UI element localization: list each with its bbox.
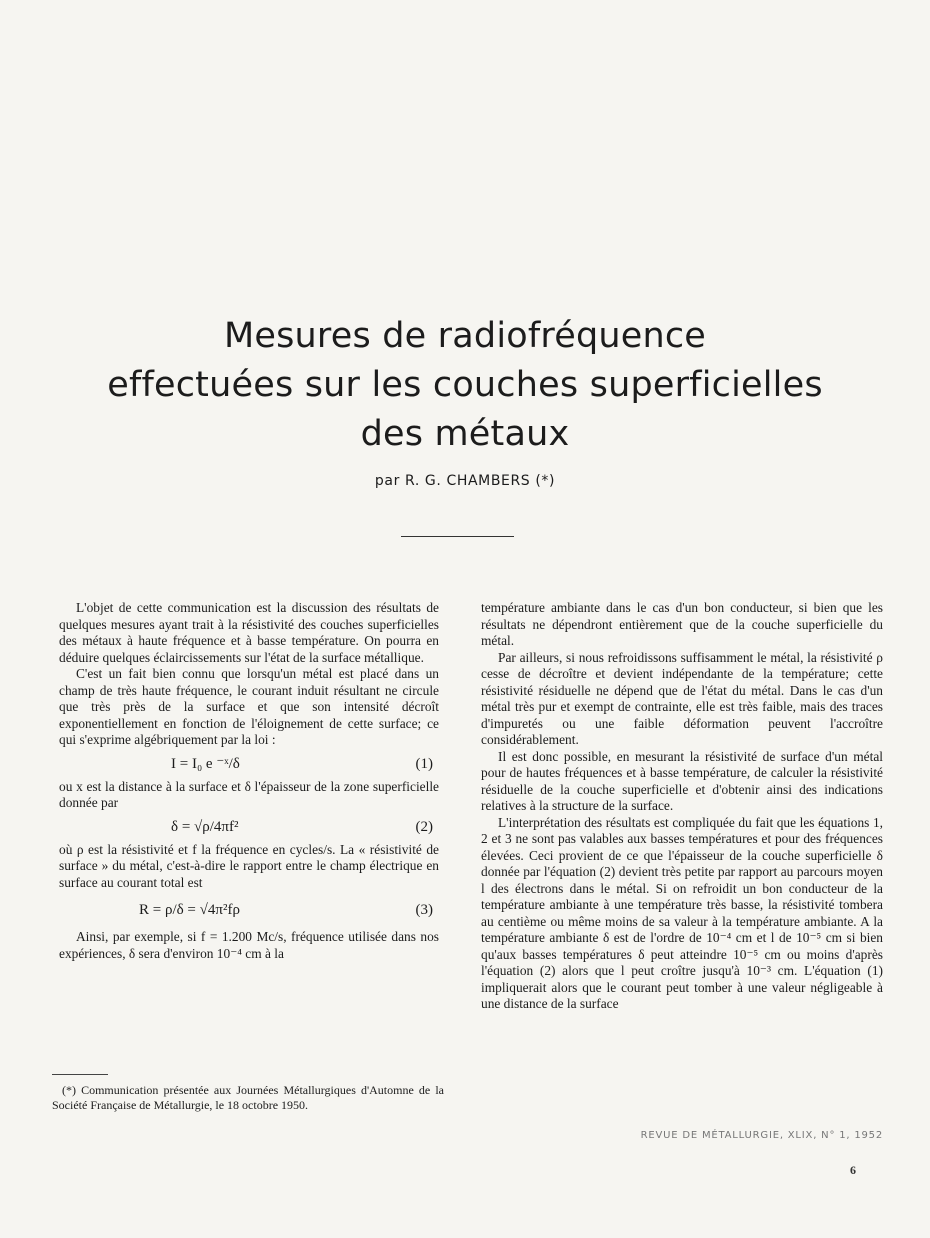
page-number: 6 (850, 1163, 856, 1177)
equation-3-expression: R = ρ/δ = √4π²fρ (139, 902, 240, 918)
paragraph: température ambiante dans le cas d'un bon conducteur, si bien que les résultats ne dépendront entièrement que de la couche superficielle du métal. (481, 600, 883, 648)
title-divider (401, 536, 514, 537)
equation-2 (59, 812, 439, 842)
left-column (59, 600, 439, 962)
equation-1 (59, 749, 439, 779)
article-title-line-3: des métaux (360, 414, 570, 454)
paragraph: Il est donc possible, en mesurant la résistivité de surface d'un métal pour de hautes fréquences et à basse température, de calculer la résistivité résiduelle de la couche superficielle et d'obtenir ainsi des indications relatives à la structure de la surface. (481, 748, 883, 813)
paragraph: Ainsi, par exemple, si f = 1.200 Mc/s, fréquence utilisée dans nos expériences, δ sera d'environ 10⁻⁴ cm à la (59, 929, 439, 961)
equation-2-number: (2) (415, 818, 433, 835)
paragraph: ou x est la distance à la surface et δ l'épaisseur de la zone superficielle donnée par (59, 778, 439, 810)
article-title-line-2: effectuées sur les couches superficielles (107, 365, 823, 405)
paragraph: où ρ est la résistivité et f la fréquence en cycles/s. La « résistivité de surface » du métal, c'est-à-dire le rapport entre le champ électrique en surface au courant total est (59, 841, 439, 890)
article-title-line-1: Mesures de radiofréquence (223, 316, 707, 356)
equation-3-number: (3) (415, 902, 433, 918)
paragraph: L'interprétation des résultats est compliquée du fait que les équations 1, 2 et 3 ne sont pas valables aux basses températures et pour des fréquences élevées. Ceci provient de ce que l'épaisseur de la couche superficielle δ donnée par l'équation (2) devient très petite par rapport au parcours moyen l des électrons dans le métal. Si on refroidit un bon conducteur de la température ambiante à une température très basse, la résistivité tombera au centième ou même moins de sa valeur à la température ambiante. A la température ambiante δ est de l'ordre de 10⁻⁴ cm et l de 10⁻⁵ cm si bien qu'aux basses températures δ peut atteindre 10⁻⁵ cm ou moins d'après l'équation (2) alors que l peut croître jusqu'à 10⁻³ cm. L'équation (1) impliquerait alors que le courant peut tomber à une valeur négligeable à une distance de la surface (481, 814, 883, 1011)
right-column (481, 600, 883, 1013)
journal-reference: REVUE DE MÉTALLURGIE, XLIX, N° 1, 1952 (640, 1130, 883, 1141)
paragraph: L'objet de cette communication est la discussion des résultats de quelques mesures ayant trait à la résistivité des couches superficielles des métaux à haute fréquence et à basse température. On pourra en déduire quelques éclaircissements sur l'état de la surface métallique. (59, 600, 439, 665)
equation-1-number: (1) (415, 755, 433, 772)
author-byline: par R. G. CHAMBERS (*) (374, 473, 556, 489)
footnote-divider (52, 1074, 108, 1075)
equation-2-expression: δ = √ρ/4πf² (171, 818, 239, 835)
article-title-block (0, 312, 930, 489)
paragraph: C'est un fait bien connu que lorsqu'un métal est placé dans un champ de très haute fréquence, le courant induit résultant ne circule que très près de la surface et que son intensité décroît exponentiellement en fonction de l'éloignement de cette surface; ce qui s'exprime algébriquement par la loi : (59, 666, 439, 747)
equation-3 (59, 891, 439, 929)
paragraph: Par ailleurs, si nous refroidissons suffisamment le métal, la résistivité ρ cesse de décroître et devient indépendante de la température; cette résistivité résiduelle ne dépend que de l'état du métal. Dans le cas d'un métal très pur et exempt de contrainte, elle est très faible, mais des traces d'impuretés ou une faible déformation peuvent l'accroître considérablement. (481, 649, 883, 747)
footnote: (*) Communication présentée aux Journées Métallurgiques d'Automne de la Société Française de Métallurgie, le 18 octobre 1950. (52, 1083, 444, 1112)
equation-1-expression: I = I₀ e ⁻ˣ/δ (171, 755, 240, 772)
